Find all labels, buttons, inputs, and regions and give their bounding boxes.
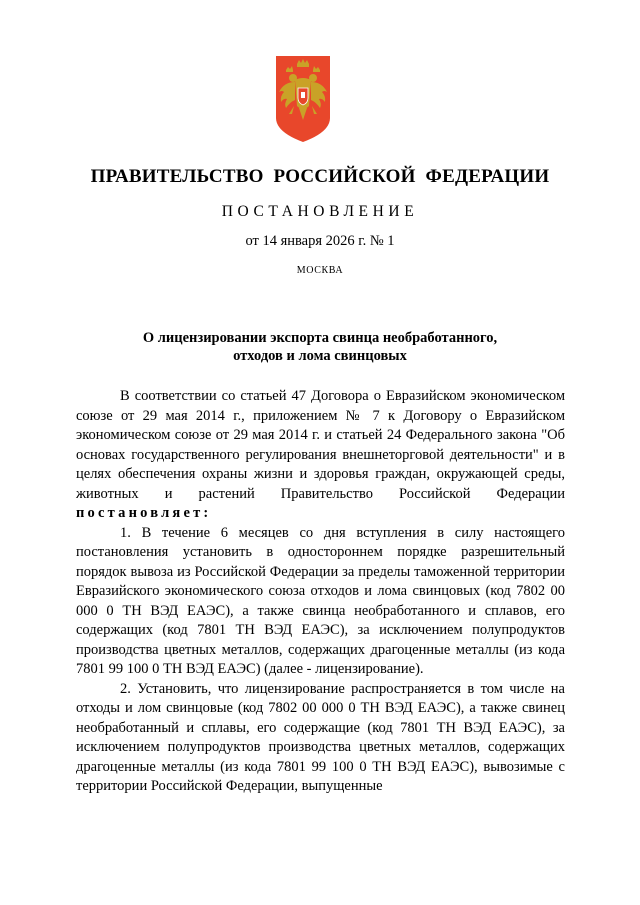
coat-of-arms-icon [276, 56, 330, 142]
preamble-text: В соответствии со статьей 47 Договора о Евразийском экономическом союзе от 29 мая 2014 г., приложением № 7 к Договору о Евразийском экономическом союзе от 29 мая 2014 г. и статьей 24 Федерального закона "Об основах государственного регулирования внешнеторговой деятельности" и в целях обеспечения охраны жизни и здоровья граждан, окружающей среды, животных и растений Правительство Российской Федерации [76, 388, 565, 502]
document-place: МОСКВА [296, 265, 344, 276]
document-body [76, 387, 565, 797]
paragraph-item: 1. В течение 6 месяцев со дня вступления в силу настоящего постановления установить в одностороннем порядке разрешительный порядок вывоза из Российской Федерации за пределы таможенной территории Евразийского экономического союза отходов и лома свинцовых (код 7802 00 000 0 ТН ВЭД ЕАЭС), а также свинца необработанного и сплавов, его содержащих (код 7801 ТН ВЭД ЕАЭС), за исключением полупродуктов производства цветных металлов, содержащих драгоценные металлы (из кода 7801 99 100 0 ТН ВЭД ЕАЭС) (далее - лицензирование). [76, 524, 565, 677]
document-date: от 14 января 2026 г. № 1 [245, 233, 395, 249]
document-type: ПОСТАНОВЛЕНИЕ [221, 203, 419, 220]
government-name: ПРАВИТЕЛЬСТВО РОССИЙСКОЙ ФЕДЕРАЦИИ [90, 166, 550, 187]
preamble-paragraph [76, 387, 565, 524]
document-subject [110, 329, 530, 365]
document-subject-line: О лицензировании экспорта свинца необработанного, [142, 330, 498, 346]
document-subject-line: отходов и лома свинцовых [233, 348, 407, 364]
paragraph-item: 2. Установить, что лицензирование распространяется в том числе на отходы и лом свинцовые (код 7802 00 000 0 ТН ВЭД ЕАЭС), а также свинец необработанный и сплавы, его содержащие (код 7801 ТН ВЭД ЕАЭС), за исключением полупродуктов производства цветных металлов, содержащих драгоценные металлы (из кода 7801 99 100 0 ТН ВЭД ЕАЭС), вывозимые с территории Российской Федерации, выпущенные [76, 680, 565, 794]
decree-word: постановляет: [76, 505, 212, 521]
